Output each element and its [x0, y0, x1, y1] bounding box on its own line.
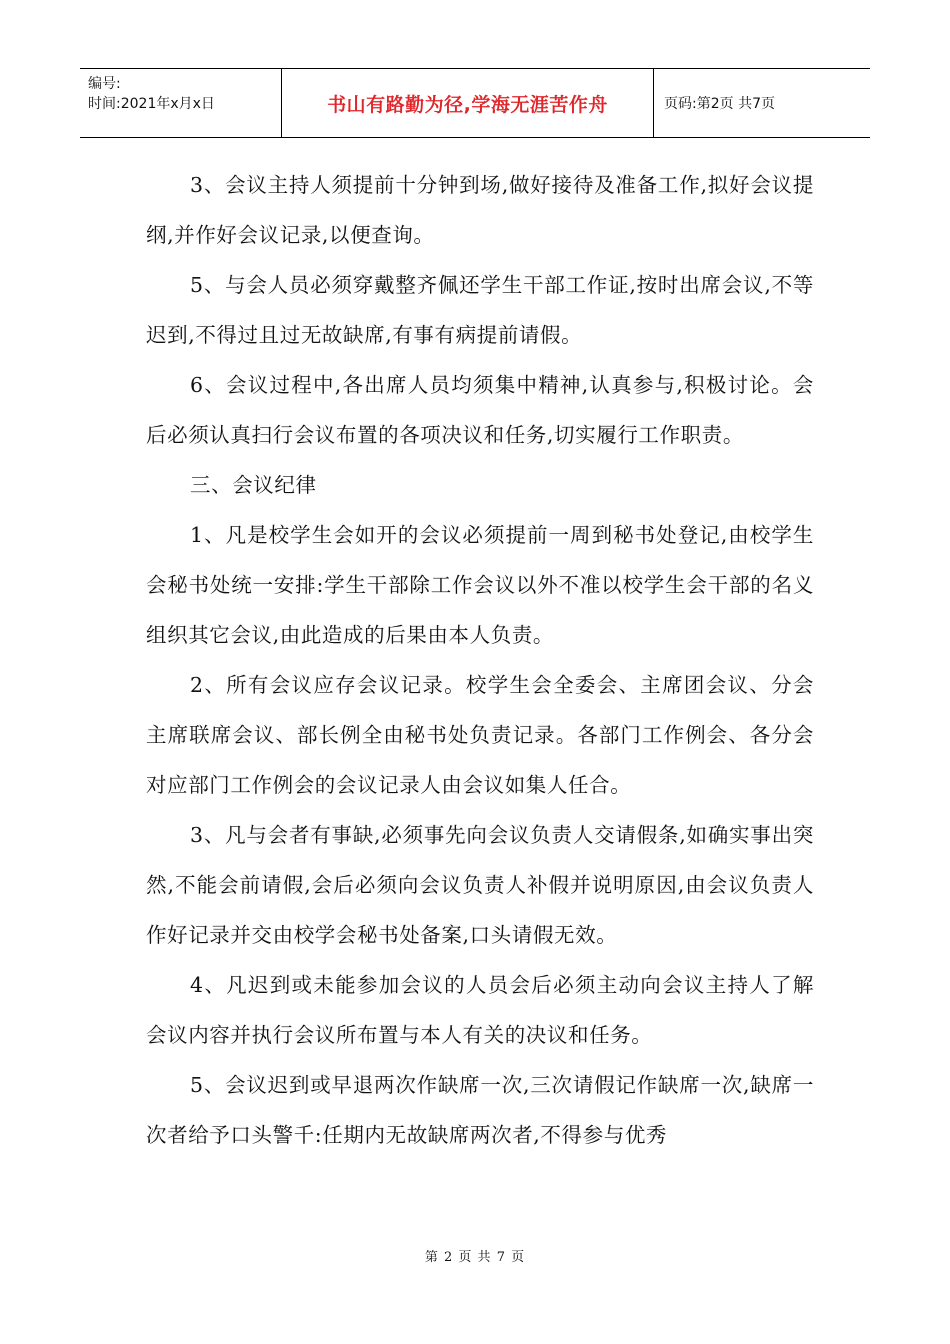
section-paragraph: 3、凡与会者有事缺,必须事先向会议负责人交请假条,如确实事出突然,不能会前请假,会后必须向会议负责人补假并说明原因,由会议负责人作好记录并交由校学会秘书处备案,口头请假无效。: [146, 823, 814, 947]
section-paragraph: 2、所有会议应存会议记录。校学生会全委会、主席团会议、分会主席联席会议、部长例全由秘书处负责记录。各部门工作例会、各分会对应部门工作例会的会议记录人由会议如集人任合。: [146, 673, 814, 797]
section-heading: 三、会议纪律: [190, 473, 317, 497]
header-info-cell: [80, 69, 282, 137]
section-paragraph: 1、凡是校学生会如开的会议必须提前一周到秘书处登记,由校学生会秘书处统一安排:学生干部除工作会议以外不准以校学生会干部的名义组织其它会议,由此造成的后果由本人负责。: [146, 523, 814, 647]
header-motto: 书山有路勤为径,学海无涯苦作舟: [282, 69, 654, 137]
document-body: [146, 160, 814, 1160]
body-paragraph: 6、会议过程中,各出席人员均须集中精神,认真参与,积极讨论。会后必须认真扫行会议布置的各项决议和任务,切实履行工作职责。: [146, 373, 814, 447]
body-paragraph: 3、会议主持人须提前十分钟到场,做好接待及准备工作,拟好会议提纲,并作好会议记录,以便查询。: [146, 173, 814, 247]
document-header: [80, 68, 870, 138]
section-paragraph: 4、凡迟到或未能参加会议的人员会后必须主动向会议主持人了解会议内容并执行会议所布置与本人有关的决议和任务。: [146, 973, 814, 1047]
header-page-code: 页码:第2页 共7页: [664, 96, 775, 112]
page-footer: 第 2 页 共 7 页: [424, 1250, 526, 1265]
header-time-label: 时间:2021年x月x日: [88, 96, 215, 112]
section-paragraph: 5、会议迟到或早退两次作缺席一次,三次请假记作缺席一次,缺席一次者给予口头警千:任期内无故缺席两次者,不得参与优秀: [146, 1073, 814, 1147]
body-paragraph: 5、与会人员必须穿戴整齐佩还学生干部工作证,按时出席会议,不等迟到,不得过且过无故缺席,有事有病提前请假。: [146, 273, 814, 347]
header-number-label: 编号:: [88, 76, 121, 92]
